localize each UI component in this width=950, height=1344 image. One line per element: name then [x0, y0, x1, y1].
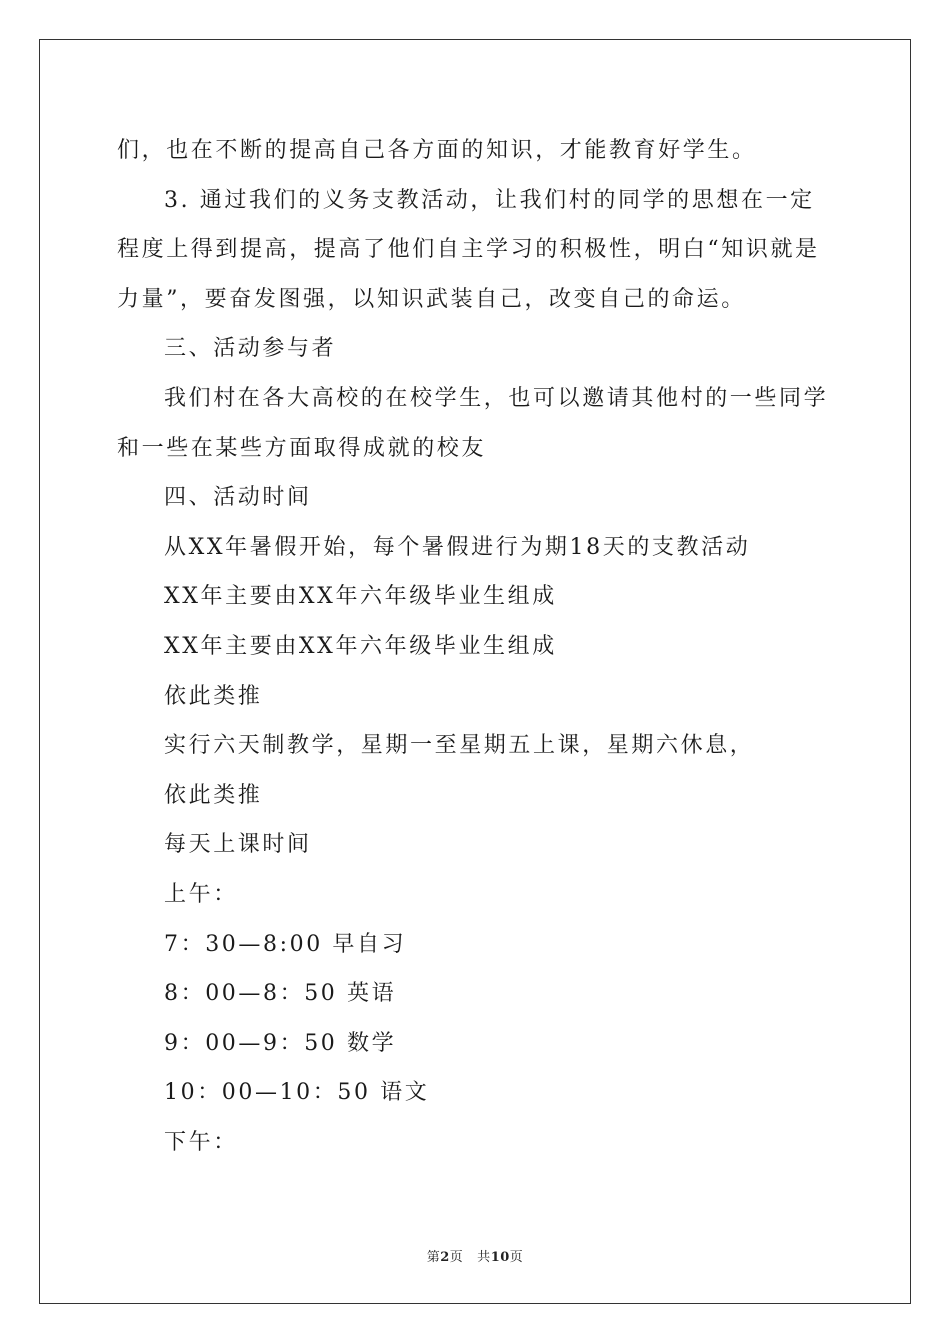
- paragraph-line: 每天上课时间: [164, 832, 312, 858]
- footer-total-suffix: 页: [509, 1250, 524, 1265]
- schedule-afternoon-label: 下午：: [164, 1129, 238, 1155]
- section-heading-time: 四、活动时间: [164, 485, 312, 511]
- footer-total-pages: 10: [490, 1250, 510, 1265]
- paragraph-line: 实行六天制教学，星期一至星期五上课，星期六休息，: [164, 733, 755, 759]
- schedule-item: 8：00—8：50 英语: [164, 981, 397, 1007]
- paragraph-line: 依此类推: [164, 683, 263, 709]
- paragraph-participants: 我们村在各大高校的在校学生，也可以邀请其他村的一些同学和一些在某些方面取得成就的校友: [117, 385, 829, 461]
- schedule-item: 7：30—8:00 早自习: [164, 931, 407, 957]
- footer-page-number: 2: [440, 1250, 450, 1265]
- schedule-item: 10：00—10：50 语文: [164, 1080, 430, 1106]
- footer-prefix: 第: [426, 1250, 441, 1265]
- schedule-item: 9：00—9：50 数学: [164, 1030, 397, 1056]
- footer-page-suffix: 页: [449, 1250, 464, 1265]
- paragraph-line: XX年主要由XX年六年级毕业生组成: [164, 584, 557, 610]
- document-body: [117, 126, 835, 1167]
- paragraph-point-3: 3. 通过我们的义务支教活动，让我们村的同学的思想在一定程度上得到提高，提高了他们自主学习的积极性，明白“知识就是力量”，要奋发图强，以知识武装自己，改变自己的命运。: [117, 187, 820, 312]
- schedule-morning-label: 上午：: [164, 881, 238, 907]
- footer-total-prefix: 共: [477, 1250, 491, 1265]
- paragraph-line: XX年主要由XX年六年级毕业生组成: [164, 633, 557, 659]
- section-heading-participants: 三、活动参与者: [164, 336, 337, 362]
- page-footer: [0, 1246, 950, 1265]
- paragraph-line: 从XX年暑假开始，每个暑假进行为期18天的支教活动: [164, 534, 751, 560]
- paragraph-line: 依此类推: [164, 782, 263, 808]
- paragraph-continuation: 们，也在不断的提高自己各方面的知识，才能教育好学生。: [117, 138, 757, 163]
